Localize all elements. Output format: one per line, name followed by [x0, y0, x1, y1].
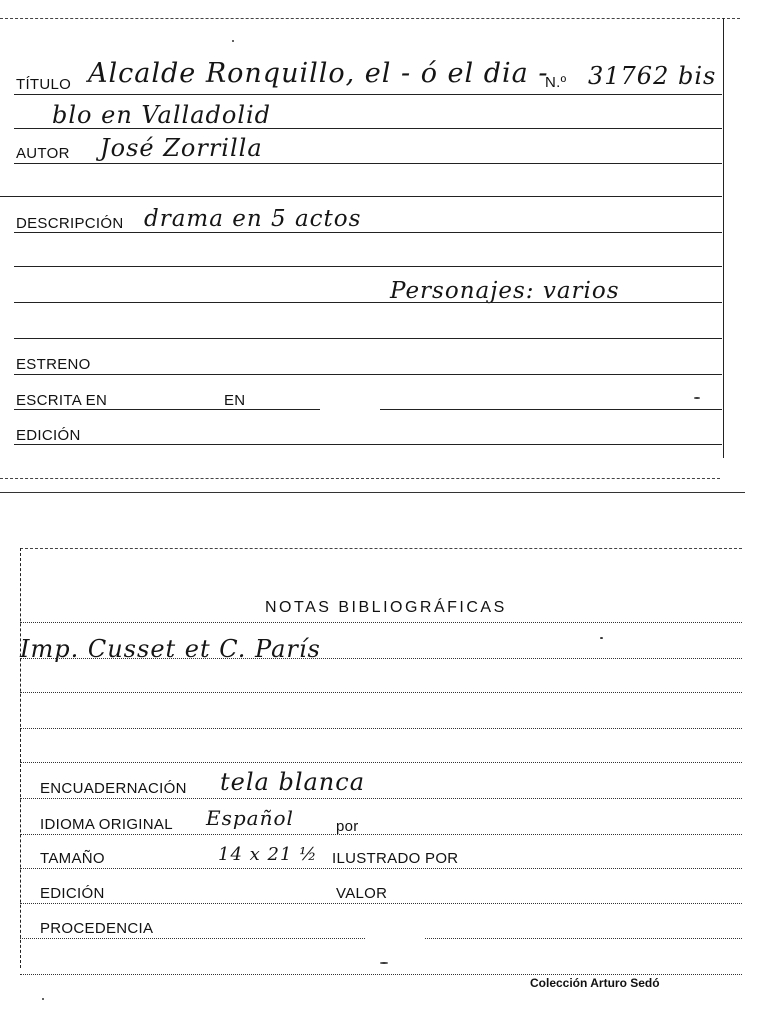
descripcion-rule	[14, 232, 722, 233]
tamano-label: TAMAÑO	[40, 850, 105, 867]
idioma-rule	[20, 834, 742, 835]
escrita-en-label: ESCRITA EN	[16, 392, 108, 409]
estreno-label: ESTRENO	[16, 356, 91, 373]
autor-label: AUTOR	[16, 145, 70, 162]
encuadernacion-value: tela blanca	[220, 768, 366, 796]
autor-rule	[14, 163, 722, 164]
titulo-rule-2	[14, 128, 722, 129]
idioma-label: IDIOMA ORIGINAL	[40, 816, 173, 833]
titulo-continuation: blo en Valladolid	[52, 101, 272, 129]
escrita-rule-left	[14, 409, 320, 410]
blank-rule-2	[20, 728, 742, 729]
numero-value: 31762 bis	[588, 62, 717, 90]
catalog-card-back	[0, 492, 759, 1028]
idioma-value: Español	[206, 806, 294, 830]
blank-rule-3	[20, 762, 742, 763]
speck	[42, 998, 44, 1000]
personajes-rule	[14, 302, 722, 303]
card-left-edge	[20, 548, 21, 968]
speck	[232, 40, 234, 42]
edicion-label: EDICIÓN	[16, 427, 81, 444]
ilustrado-label: ILUSTRADO POR	[332, 850, 459, 867]
autor-value: José Zorrilla	[100, 134, 263, 162]
speck	[600, 637, 603, 639]
procedencia-rule-right	[425, 938, 742, 939]
titulo-value: Alcalde Ronquillo, el - ó el dia -	[88, 58, 549, 89]
notas-bibliograficas-heading: NOTAS BIBLIOGRÁFICAS	[265, 599, 507, 616]
edicion-label: EDICIÓN	[40, 885, 105, 902]
escrita-rule-right	[380, 409, 722, 410]
descripcion-value: drama en 5 actos	[144, 206, 362, 232]
collection-credit: Colección Arturo Sedó	[530, 976, 660, 990]
procedencia-label: PROCEDENCIA	[40, 920, 154, 937]
blank-rule-1	[20, 692, 742, 693]
card-top-edge	[20, 548, 742, 549]
estreno-rule	[14, 374, 722, 375]
blank-rule-3	[14, 338, 722, 339]
card-right-edge	[723, 18, 724, 458]
edicion-rule	[20, 903, 742, 904]
heading-rule	[20, 622, 742, 623]
personajes-value: Personajes: varios	[390, 278, 620, 304]
titulo-label: TÍTULO	[16, 76, 72, 93]
por-label: por	[336, 818, 359, 835]
notas-value: Imp. Cusset et C. París	[20, 635, 321, 663]
numero-label: N.º	[545, 74, 567, 91]
tamano-value: 14 x 21 ½	[218, 844, 318, 865]
speck	[380, 962, 388, 964]
encuadernacion-label: ENCUADERNACIÓN	[40, 780, 187, 797]
blank-rule-2	[14, 266, 722, 267]
procedencia-rule-left	[20, 938, 365, 939]
speck	[694, 397, 700, 399]
card-bottom-edge	[0, 478, 720, 479]
bottom-rule	[20, 974, 742, 975]
tamano-rule	[20, 868, 742, 869]
blank-rule-1	[0, 196, 722, 197]
notas-rule	[20, 658, 742, 659]
titulo-rule	[14, 94, 722, 95]
catalog-card-front	[0, 0, 759, 492]
descripcion-label: DESCRIPCIÓN	[16, 215, 124, 232]
card-top-edge	[0, 18, 740, 19]
en-label: EN	[224, 392, 246, 409]
edicion-rule	[14, 444, 722, 445]
encuadernacion-rule	[20, 798, 742, 799]
valor-label: VALOR	[336, 885, 388, 902]
